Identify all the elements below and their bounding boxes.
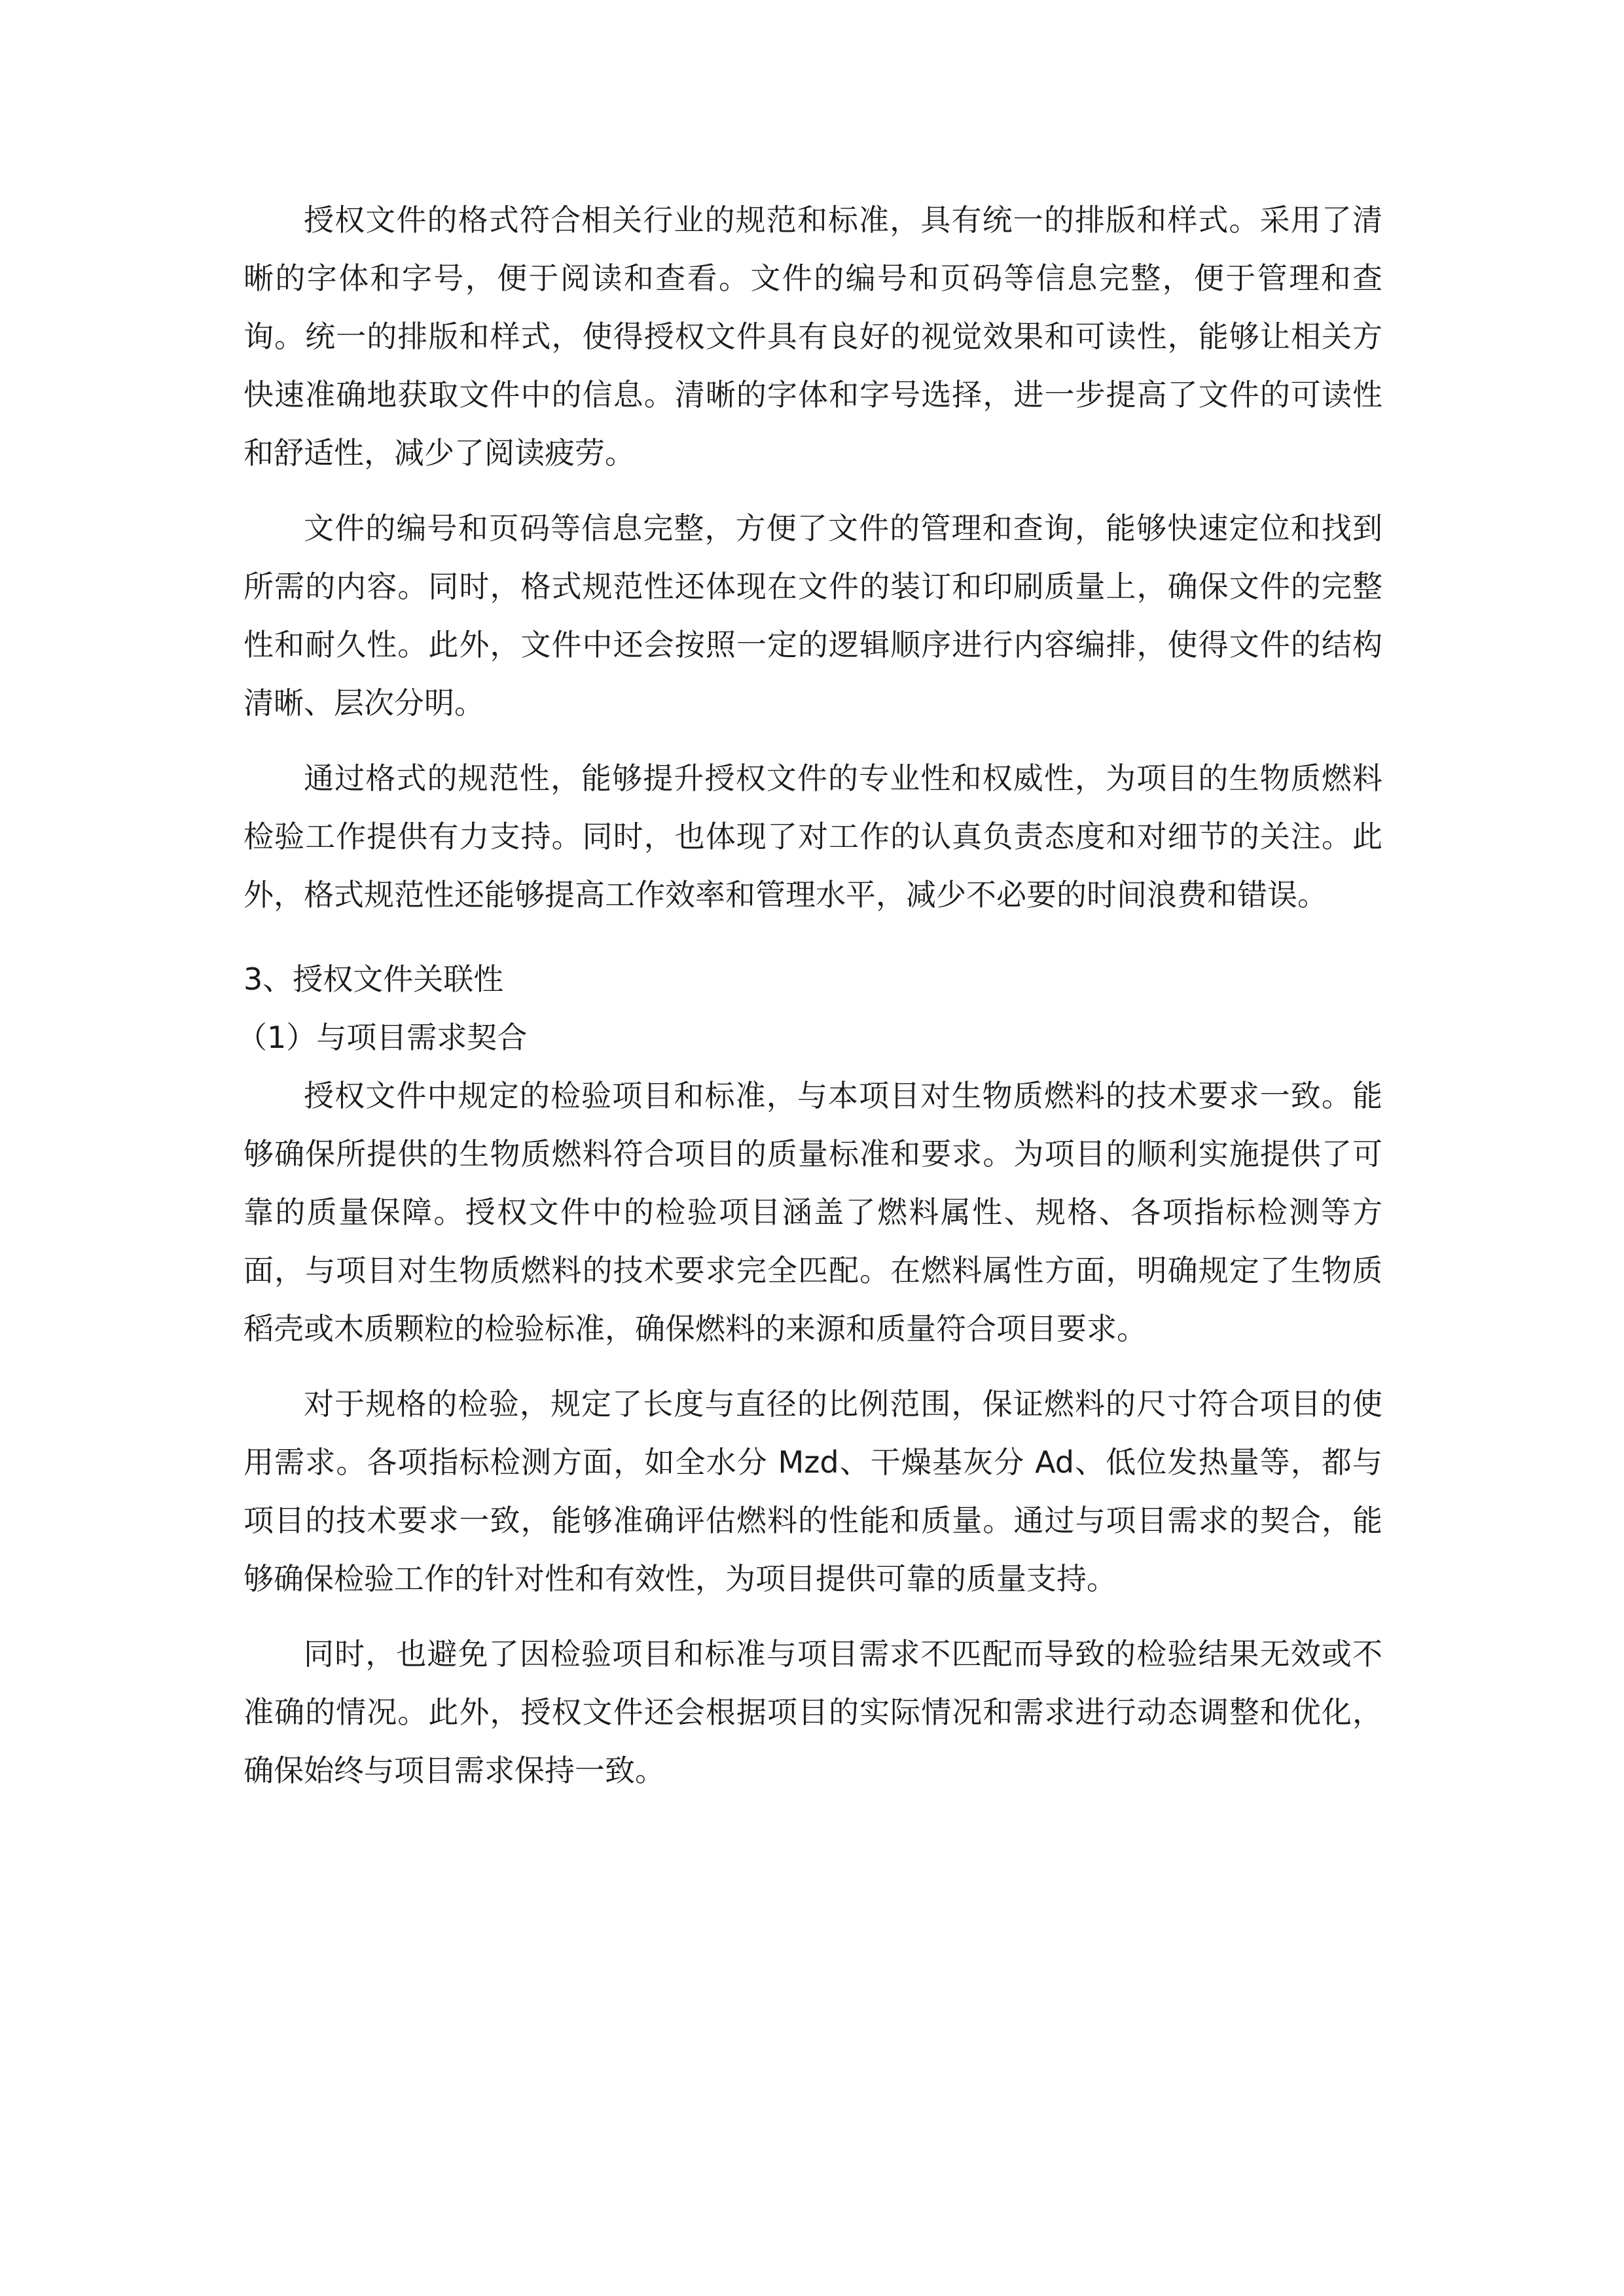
paragraph-avoid-mismatch: 同时，也避免了因检验项目和标准与项目需求不匹配而导致的检验结果无效或不准确的情况。此外，授权文件还会根据项目的实际情况和需求进行动态调整和优化，确保始终与项目需求保持一致。	[244, 1636, 1382, 1788]
section-heading: 3、授权文件关联性	[244, 961, 504, 997]
document-body	[237, 191, 1382, 1817]
paragraph-format-professionalism: 通过格式的规范性，能够提升授权文件的专业性和权威性，为项目的生物质燃料检验工作提供有力支持。同时，也体现了对工作的认真负责态度和对细节的关注。此外，格式规范性还能够提高工作效率和管理水平，减少不必要的时间浪费和错误。	[244, 761, 1382, 912]
subsection-heading: （1）与项目需求契合	[237, 1020, 528, 1055]
paragraph-specification-checks: 对于规格的检验，规定了长度与直径的比例范围，保证燃料的尺寸符合项目的使用需求。各项指标检测方面，如全水分 Mzd、干燥基灰分 Ad、低位发热量等，都与项目的技术要求一致，能够准确评估燃料的性能和质量。通过与项目需求的契合，能够确保检验工作的针对性和有效性，为项目提供可靠的质量支持。	[244, 1386, 1382, 1596]
paragraph-format-standards: 授权文件的格式符合相关行业的规范和标准，具有统一的排版和样式。采用了清晰的字体和字号，便于阅读和查看。文件的编号和页码等信息完整，便于管理和查询。统一的排版和样式，使得授权文件具有良好的视觉效果和可读性，能够让相关方快速准确地获取文件中的信息。清晰的字体和字号选择，进一步提高了文件的可读性和舒适性，减少了阅读疲劳。	[244, 202, 1382, 471]
paragraph-inspection-items: 授权文件中规定的检验项目和标准，与本项目对生物质燃料的技术要求一致。能够确保所提供的生物质燃料符合项目的质量标准和要求。为项目的顺利实施提供了可靠的质量保障。授权文件中的检验项目涵盖了燃料属性、规格、各项指标检测等方面，与项目对生物质燃料的技术要求完全匹配。在燃料属性方面，明确规定了生物质稻壳或木质颗粒的检验标准，确保燃料的来源和质量符合项目要求。	[244, 1078, 1382, 1346]
paragraph-numbering-pages: 文件的编号和页码等信息完整，方便了文件的管理和查询，能够快速定位和找到所需的内容。同时，格式规范性还体现在文件的装订和印刷质量上，确保文件的完整性和耐久性。此外，文件中还会按照一定的逻辑顺序进行内容编排，使得文件的结构清晰、层次分明。	[244, 511, 1382, 721]
